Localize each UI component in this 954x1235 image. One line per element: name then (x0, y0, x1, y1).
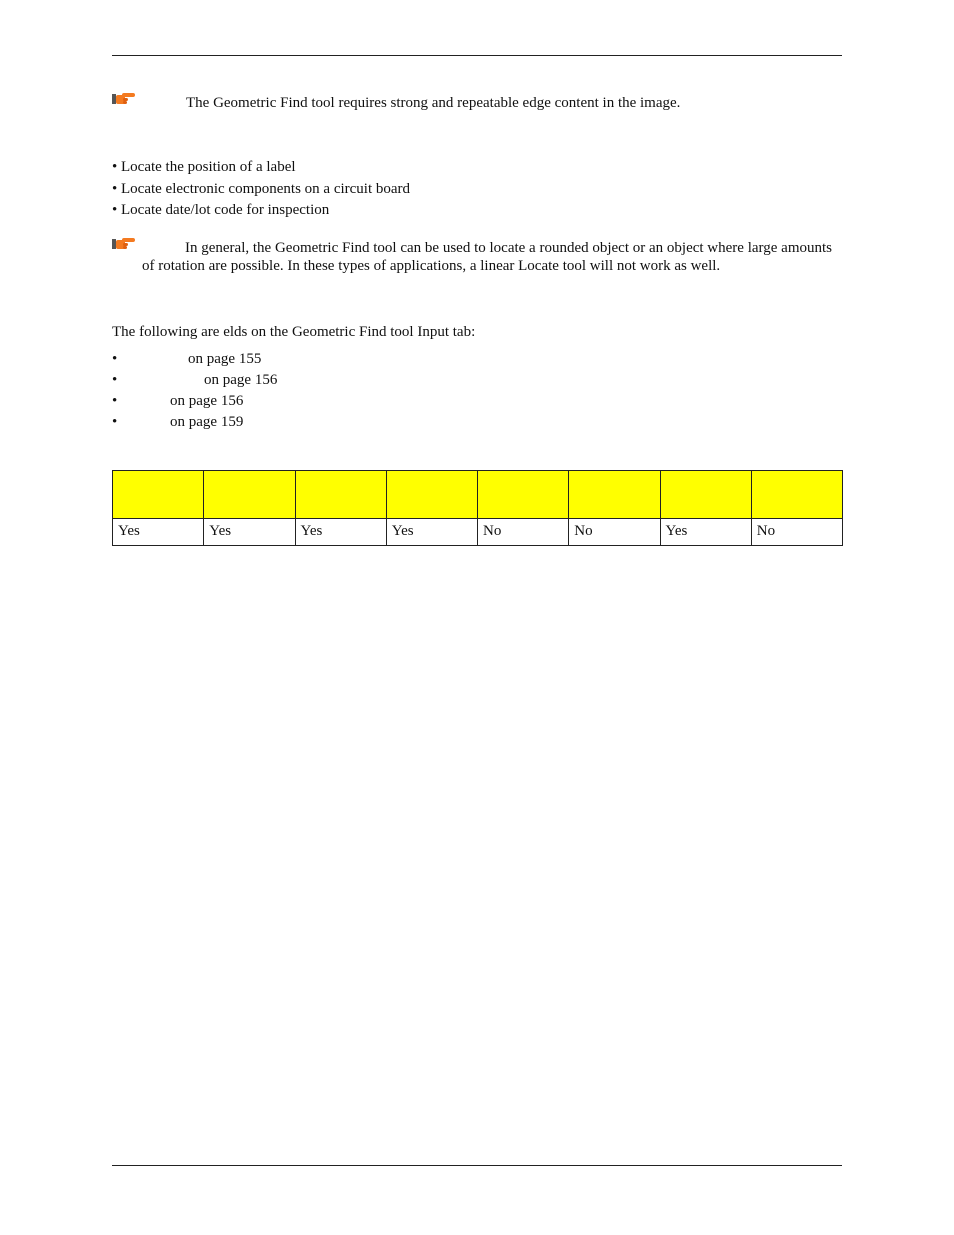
table-cell: Yes (660, 519, 751, 546)
table-cell: No (478, 519, 569, 546)
table-header-cell (751, 471, 842, 519)
bullet: • (112, 351, 118, 367)
rotation-note (142, 239, 842, 275)
rotation-note-line-2: of rotation are possible. In these types of applications, a linear Locate tool will not work as well. (142, 258, 721, 274)
table-header-cell (660, 471, 751, 519)
bullet: • (112, 393, 118, 409)
table-header-cell (295, 471, 386, 519)
table-header-cell (386, 471, 477, 519)
pointing-hand-icon (112, 236, 136, 250)
fields-intro: The following are elds on the Geometric Find tool Input tab: (112, 324, 476, 340)
page-reference-link[interactable]: on page 159 (170, 414, 244, 430)
table-cell: No (569, 519, 660, 546)
table-cell: Yes (295, 519, 386, 546)
table-header-cell (478, 471, 569, 519)
header-rule (112, 55, 842, 56)
table-cell: Yes (113, 519, 204, 546)
use-case-list (112, 157, 410, 222)
table-cell: Yes (386, 519, 477, 546)
table-row (113, 519, 843, 546)
pointing-hand-icon (112, 91, 136, 105)
list-item: • Locate date/lot code for inspection (112, 202, 330, 218)
list-item: • Locate electronic components on a circuit board (112, 180, 411, 197)
rotation-note-line-1: In general, the Geometric Find tool can be used to locate a rounded object or an object where large amounts (185, 240, 832, 256)
table-cell: Yes (204, 519, 295, 546)
page-reference-link[interactable]: on page 156 (170, 393, 244, 409)
footer-rule (112, 1165, 842, 1166)
page-reference-link[interactable]: on page 156 (204, 372, 278, 388)
list-item: • Locate the position of a label (112, 159, 296, 175)
bullet: • (112, 414, 118, 430)
table-cell: No (751, 519, 842, 546)
bullet: • (112, 372, 118, 388)
edge-content-note: The Geometric Find tool requires strong and repeatable edge content in the image. (186, 95, 681, 111)
page-reference-link[interactable]: on page 155 (188, 351, 262, 367)
table-header-cell (113, 471, 204, 519)
table-header-cell (204, 471, 295, 519)
compatibility-table (112, 470, 843, 546)
table-header-cell (569, 471, 660, 519)
table-header-row (113, 471, 843, 519)
